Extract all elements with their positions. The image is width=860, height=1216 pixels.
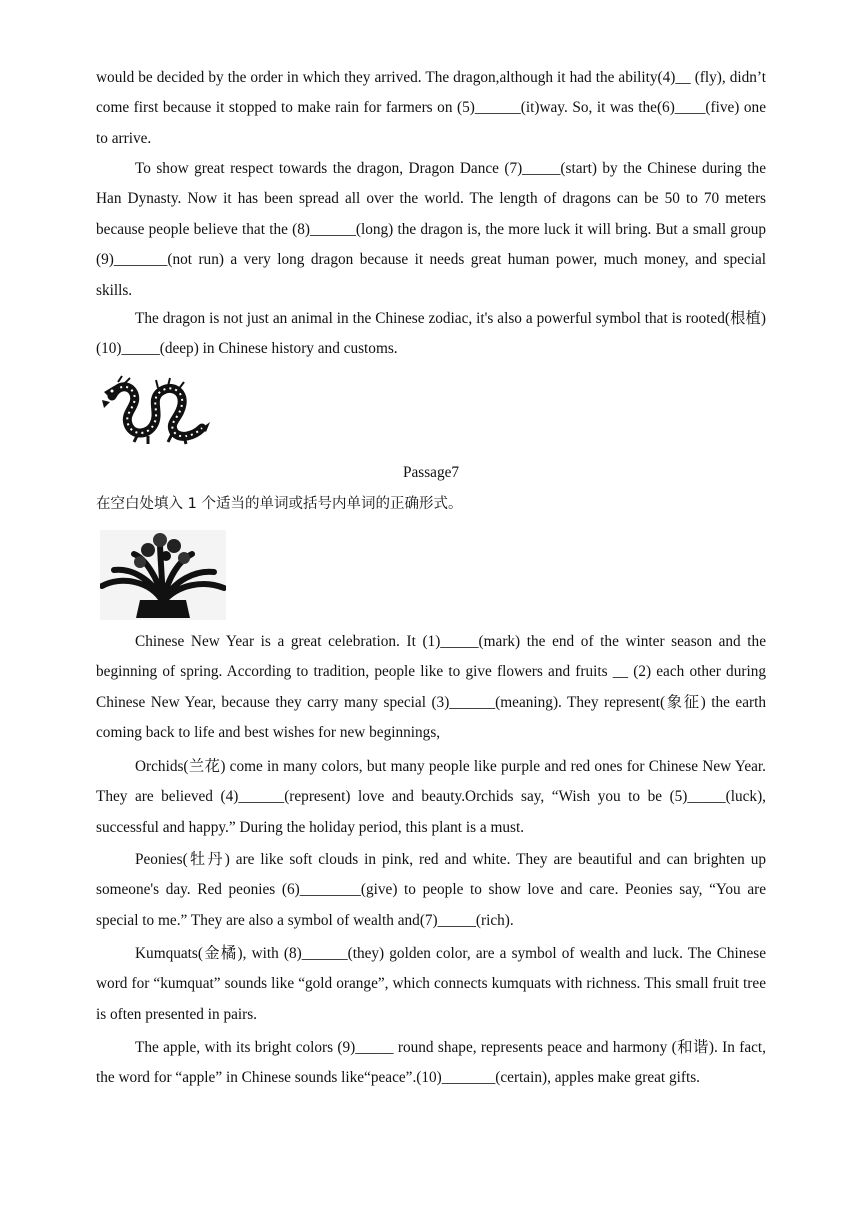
passage6-paragraph-2: To show great respect towards the dragon, Dragon Dance (7)_____(start) by the Chinese during the Han Dynasty. Now it has been spread all over the world. The length of dragons can be 50 to 70 meters because people believe that the (8)______(long) the dragon is, the more luck it will bring. But a small group (9)_______(not run) a very long dragon because it needs great human power, much money, and special skills. [96, 160, 766, 299]
passage7-paragraph-kumquats: Kumquats(金橘), with (8)______(they) golden color, are a symbol of wealth and luck. The Chinese word for “kumquat” sounds like “gold orange”, which connects kumquats with richness. This small fruit tree is often presented in pairs. [96, 945, 766, 1023]
passage6-paragraph-3: The dragon is not just an animal in the Chinese zodiac, it's also a powerful symbol that is rooted(根植)(10)_____(deep) in Chinese history and customs. [96, 310, 766, 358]
passage7-paragraph-peonies: Peonies(牡丹) are like soft clouds in pink, red and white. They are beautiful and can brighten up someone's day. Red peonies (6)________(give) to people to show love and care. Peonies say, “You are special to me.” They are also a symbol of wealth and(7)_____(rich). [96, 851, 766, 929]
passage7-paragraph-apple: The apple, with its bright colors (9)_____ round shape, represents peace and harmony (和谐). In fact, the word for “apple” in Chinese sounds like“peace”.(10)_______(certain), apples make great gifts. [96, 1039, 766, 1087]
passage6-paragraph-1: would be decided by the order in which they arrived. The dragon,although it had the ability(4)__ (fly), didn’t come first because it stopped to make rain for farmers on (5)______(it)way. So, it was the(6)____(five) one to arrive. [96, 69, 766, 147]
orchid-plant-illustration [100, 530, 226, 620]
dragon-illustration [98, 374, 214, 448]
passage7-paragraph-orchids: Orchids(兰花) come in many colors, but many people like purple and red ones for Chinese New Year. They are believed (4)______(represent) love and beauty.Orchids say, “Wish you to be (5)_____(luck), successful and happy.” During the holiday period, this plant is a must. [96, 758, 766, 836]
passage7-title: Passage7 [402, 464, 460, 481]
passage7-paragraph-1: Chinese New Year is a great celebration. It (1)_____(mark) the end of the winter season and the beginning of spring. According to tradition, people like to give flowers and fruits __ (2) each other during Chinese New Year, because they carry many special (3)______(meaning). They represent(象征) the earth coming back to life and best wishes for new beginnings, [96, 633, 766, 742]
passage7-instruction: 在空白处填入 1 个适当的单词或括号内单词的正确形式。 [96, 496, 463, 512]
